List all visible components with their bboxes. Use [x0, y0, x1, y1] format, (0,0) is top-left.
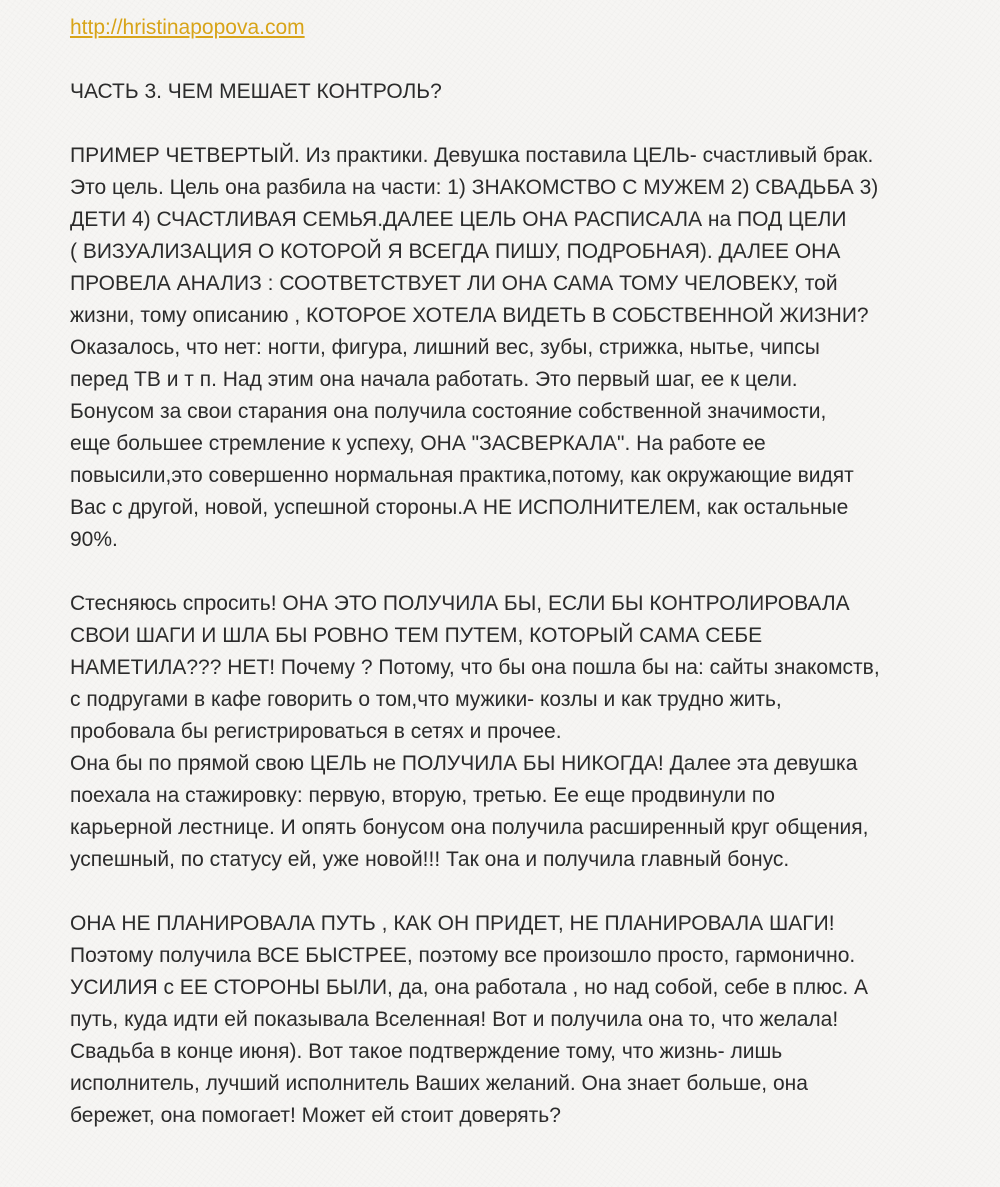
text-line: Поэтому получила ВСЕ БЫСТРЕЕ, поэтому все произошло просто, гармонично. [70, 944, 856, 967]
text-line: повысили,это совершенно нормальная практика,потому, как окружающие видят [70, 464, 854, 487]
text-line: Стесняюсь спросить! ОНА ЭТО ПОЛУЧИЛА БЫ, ЕСЛИ БЫ КОНТРОЛИРОВАЛА [70, 592, 850, 615]
text-line: успешный, по статусу ей, уже новой!!! Так она и получила главный бонус. [70, 848, 790, 871]
text-line: поехала на стажировку: первую, вторую, третью. Ее еще продвинули по [70, 784, 775, 807]
text-line: исполнитель, лучший исполнитель Ваших желаний. Она знает больше, она [70, 1072, 808, 1095]
text-line: Она бы по прямой свою ЦЕЛЬ не ПОЛУЧИЛА БЫ НИКОГДА! Далее эта девушка [70, 752, 858, 775]
text-line: Оказалось, что нет: ногти, фигура, лишний вес, зубы, стрижка, нытье, чипсы [70, 336, 820, 359]
text-line: СВОИ ШАГИ И ШЛА БЫ РОВНО ТЕМ ПУТЕМ, КОТОРЫЙ САМА СЕБЕ [70, 624, 763, 647]
website-link[interactable]: http://hristinapopova.com [70, 16, 305, 39]
paragraph-2 [70, 588, 940, 876]
paragraph-3 [70, 908, 940, 1132]
text-line: пробовала бы регистрироваться в сетях и прочее. [70, 720, 562, 743]
text-line: карьерной лестнице. И опять бонусом она получила расширенный круг общения, [70, 816, 869, 839]
text-line: еще большее стремление к успеху, ОНА "ЗАСВЕРКАЛА". На работе ее [70, 432, 766, 455]
text-line: НАМЕТИЛА??? НЕТ! Почему ? Потому, что бы она пошла бы на: сайты знакомств, [70, 656, 880, 679]
text-line: УСИЛИЯ с ЕЕ СТОРОНЫ БЫЛИ, да, она работала , но над собой, себе в плюс. А [70, 976, 869, 999]
text-line: Свадьба в конце июня). Вот такое подтверждение тому, что жизнь- лишь [70, 1040, 783, 1063]
text-line: Вас с другой, новой, успешной стороны.А НЕ ИСПОЛНИТЕЛЕМ, как остальные [70, 496, 849, 519]
text-line: 90%. [70, 528, 118, 551]
text-line: ОНА НЕ ПЛАНИРОВАЛА ПУТЬ , КАК ОН ПРИДЕТ, НЕ ПЛАНИРОВАЛА ШАГИ! [70, 912, 835, 935]
paragraph-1 [70, 140, 940, 556]
text-line: путь, куда идти ей показывала Вселенная! Вот и получила она то, что желала! [70, 1008, 839, 1031]
text-line: ПРИМЕР ЧЕТВЕРТЫЙ. Из практики. Девушка поставила ЦЕЛЬ- счастливый брак. [70, 144, 874, 167]
text-line: жизни, тому описанию , КОТОРОЕ ХОТЕЛА ВИДЕТЬ В СОБСТВЕННОЙ ЖИЗНИ? [70, 304, 869, 327]
text-line: ( ВИЗУАЛИЗАЦИЯ О КОТОРОЙ Я ВСЕГДА ПИШУ, ПОДРОБНАЯ). ДАЛЕЕ ОНА [70, 240, 841, 263]
section-heading: ЧАСТЬ 3. ЧЕМ МЕШАЕТ КОНТРОЛЬ? [70, 80, 442, 103]
text-line: с подругами в кафе говорить о том,что мужики- козлы и как трудно жить, [70, 688, 782, 711]
text-line: Это цель. Цель она разбила на части: 1) ЗНАКОМСТВО С МУЖЕМ 2) СВАДЬБА 3) [70, 176, 879, 199]
text-line: бережет, она помогает! Может ей стоит доверять? [70, 1104, 561, 1127]
text-line: Бонусом за свои старания она получила состояние собственной значимости, [70, 400, 827, 423]
text-line: ПРОВЕЛА АНАЛИЗ : СООТВЕТСТВУЕТ ЛИ ОНА САМА ТОМУ ЧЕЛОВЕКУ, той [70, 272, 838, 295]
text-line: ДЕТИ 4) СЧАСТЛИВАЯ СЕМЬЯ.ДАЛЕЕ ЦЕЛЬ ОНА РАСПИСАЛА на ПОД ЦЕЛИ [70, 208, 847, 231]
text-line: перед ТВ и т п. Над этим она начала работать. Это первый шаг, ее к цели. [70, 368, 798, 391]
